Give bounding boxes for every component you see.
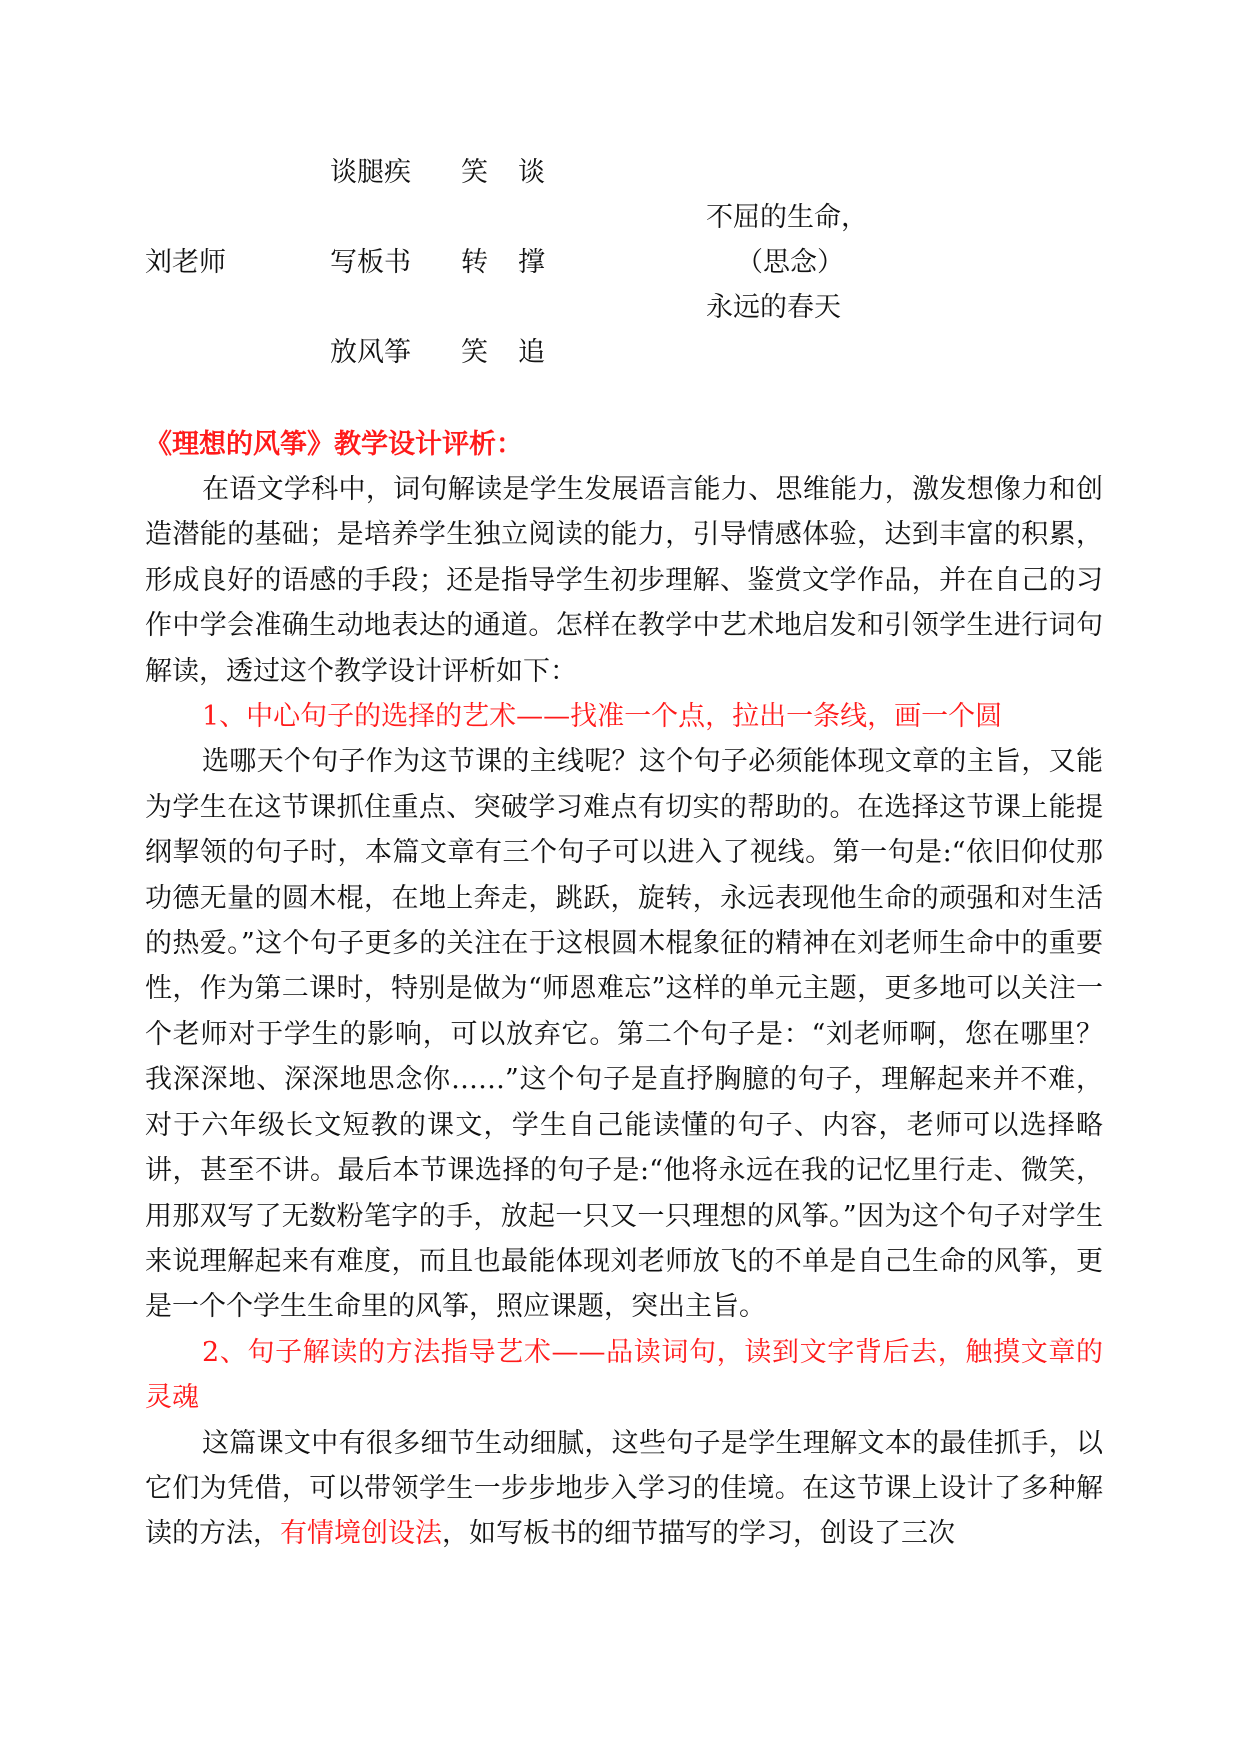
body-text xyxy=(145,467,1103,1557)
paragraph-3 xyxy=(145,1421,1103,1557)
diagram-word-2a: 转 xyxy=(461,247,488,278)
paragraph-3-text-a: 这篇课文中有很多细节生动细腻，这些句子是学生理解文本的最佳抓手，以它们为凭借，可以带领学生一步步地步入学习的佳境。在这节课上设计了多种解读的方法， xyxy=(145,1427,1103,1550)
diagram-item-1: 谈腿疾 xyxy=(330,157,411,188)
subheading-2: 2、句子解读的方法指导艺术——品读词句，读到文字背后去，触摸文章的灵魂 xyxy=(145,1336,1103,1414)
paragraph-intro: 在语文学科中，词句解读是学生发展语言能力、思维能力，激发想像力和创造潜能的基础；是培养学生独立阅读的能力，引导情感体验，达到丰富的积累，形成良好的语感的手段；还是指导学生初步理解、鉴赏文学作品，并在自己的习作中学会准确生动地表达的通道。怎样在教学中艺术地启发和引领学生进行词句解读，透过这个教学设计评析如下： xyxy=(145,474,1103,687)
diagram-word-3a: 笑 xyxy=(461,337,488,368)
diagram-word-1b: 谈 xyxy=(518,157,545,188)
diagram-word-2b: 撑 xyxy=(518,247,545,278)
diagram-item-2: 写板书 xyxy=(330,247,411,278)
paragraph-2: 选哪天个句子作为这节课的主线呢？这个句子必须能体现文章的主旨，又能为学生在这节课抓住重点、突破学习难点有切实的帮助的。在选择这节课上能提纲挈领的句子时，本篇文章有三个句子可以进入了视线。第一句是:“依旧仰仗那功德无量的圆木棍，在地上奔走，跳跃，旋转，永远表现他生命的顽强和对生活的热爱。”这个句子更多的关注在于这根圆木棍象征的精神在刘老师生命中的重要性，作为第二课时，特别是做为“师恩难忘”这样的单元主题，更多地可以关注一个老师对于学生的影响，可以放弃它。第二个句子是：“刘老师啊，您在哪里？我深深地、深深地思念你……”这个句子是直抒胸臆的句子，理解起来并不难，对于六年级长文短教的课文，学生自己能读懂的句子、内容，老师可以选择略讲，甚至不讲。最后本节课选择的句子是:“他将永远在我的记忆里行走、微笑，用那双写了无数粉笔字的手，放起一只又一只理想的风筝。”因为这个句子对学生来说理解起来有难度，而且也最能体现刘老师放飞的不单是自己生命的风筝，更是一个个学生生命里的风筝，照应课题，突出主旨。 xyxy=(145,746,1103,1323)
diagram-right-top: 不屈的生命， xyxy=(706,202,868,233)
subheading-1: 1、中心句子的选择的艺术——找准一个点，拉出一条线，画一个圆 xyxy=(202,701,1003,733)
diagram-word-1a: 笑 xyxy=(461,157,488,188)
section-title: 《理想的风筝》教学设计评析： xyxy=(145,429,523,460)
paragraph-3-text-b: ，如写板书的细节描写的学习，创设了三次 xyxy=(442,1518,955,1550)
diagram-right-bottom: 永远的春天 xyxy=(706,292,841,323)
diagram-word-3b: 追 xyxy=(518,337,545,368)
diagram-teacher: 刘老师 xyxy=(145,247,226,278)
diagram-item-3: 放风筝 xyxy=(330,337,411,368)
paragraph-3-highlight: 有情境创设法 xyxy=(280,1518,442,1550)
diagram-right-middle: （思念） xyxy=(736,247,844,278)
